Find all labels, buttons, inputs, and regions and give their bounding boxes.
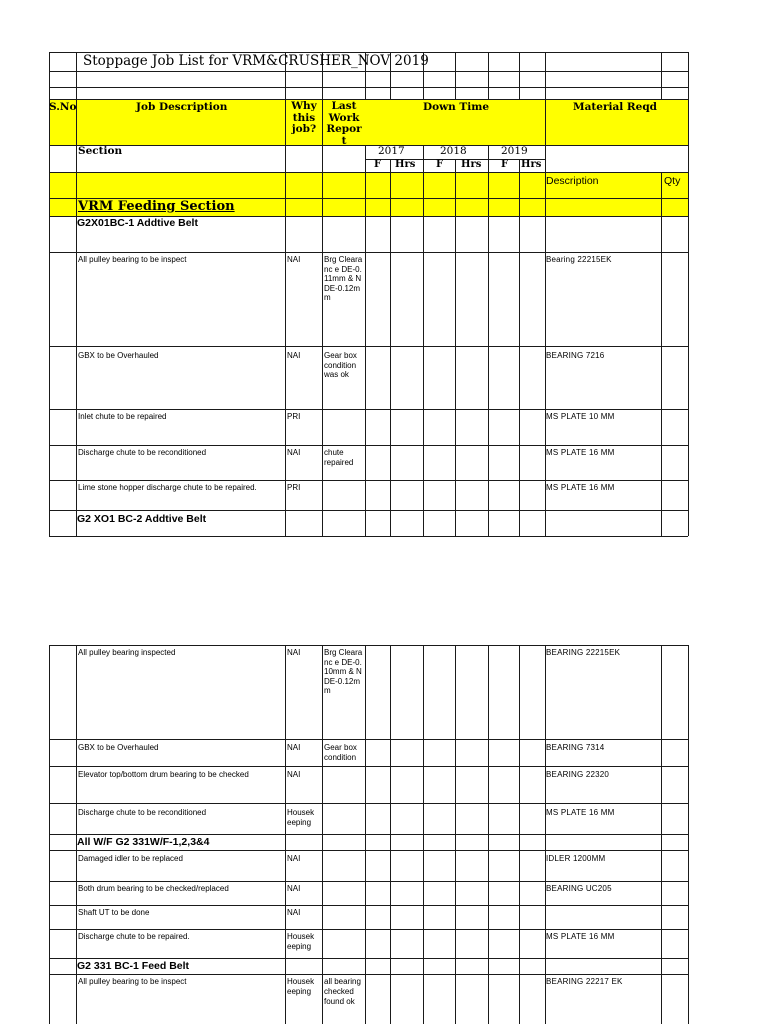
job-description: Elevator top/bottom drum bearing to be checked [78, 770, 249, 779]
header-why-this-job: Why this job? [291, 100, 317, 135]
header-f-2018: F [436, 159, 444, 170]
material-cell: BEARING UC205 [546, 884, 612, 893]
header-hrs-2017: Hrs [395, 159, 416, 170]
header-f-2017: F [374, 159, 382, 170]
job-description: Discharge chute to be reconditioned [78, 808, 207, 817]
material-cell: BEARING 22215EK [546, 648, 621, 657]
report-cell: Brg Clearanc e DE-0.10mm & NDE-0.12mm [324, 648, 363, 696]
job-description: Shaft UT to be done [78, 908, 150, 917]
header-hrs-2019: Hrs [521, 159, 542, 170]
job-description: All pulley bearing to be inspect [78, 255, 187, 264]
job-description: All pulley bearing inspected [78, 648, 176, 657]
header-description: Description [546, 175, 599, 187]
header-year-2019: 2019 [501, 145, 528, 157]
material-cell: BEARING 7216 [546, 351, 605, 360]
material-cell: MS PLATE 10 MM [546, 412, 615, 421]
why-cell: NAI [287, 854, 301, 863]
report-cell: Brg Clearanc e DE-0.11mm & NDE-0.12mm [324, 255, 363, 303]
header-job-description: Job Description [136, 101, 228, 113]
why-cell: NAI [287, 351, 301, 360]
report-cell: Gear box condition [324, 743, 357, 762]
job-description: GBX to be Overhauled [78, 351, 159, 360]
job-description: Discharge chute to be repaired. [78, 932, 190, 941]
material-cell: BEARING 22320 [546, 770, 610, 779]
report-cell: all bearing checked found ok [324, 977, 361, 1006]
header-down-time: Down Time [423, 101, 490, 113]
section-title: VRM Feeding Section [78, 199, 235, 214]
header-last-work-report: Last Work Repor t [326, 100, 362, 147]
header-qty: Qty [664, 175, 681, 187]
material-cell: IDLER 1200MM [546, 854, 606, 863]
job-description: Both drum bearing to be checked/replaced [78, 884, 229, 893]
job-description: Damaged idler to be replaced [78, 854, 183, 863]
header-material-reqd: Material Reqd [573, 101, 658, 113]
header-f-2019: F [501, 159, 509, 170]
material-cell: MS PLATE 16 MM [546, 483, 615, 492]
job-description: Discharge chute to be reconditioned [78, 448, 207, 457]
why-cell: NAI [287, 743, 301, 752]
why-cell: NAI [287, 648, 301, 657]
material-cell: MS PLATE 16 MM [546, 932, 615, 941]
header-year-2018: 2018 [440, 145, 467, 157]
job-description: All pulley bearing to be inspect [78, 977, 187, 986]
material-cell: Bearing 22215EK [546, 255, 612, 264]
why-cell: PRI [287, 483, 301, 492]
subsection-heading: All W/F G2 331W/F-1,2,3&4 [77, 836, 210, 848]
material-cell: MS PLATE 16 MM [546, 448, 615, 457]
why-cell: NAI [287, 448, 301, 457]
why-cell: NAI [287, 770, 301, 779]
sheet-title: Stoppage Job List for VRM&CRUSHER_NOV 2019 [83, 53, 429, 69]
why-cell: Housek eeping [287, 977, 315, 996]
material-cell: MS PLATE 16 MM [546, 808, 615, 817]
subsection-heading: G2X01BC-1 Addtive Belt [77, 217, 198, 229]
header-year-2017: 2017 [378, 145, 405, 157]
material-cell: BEARING 7314 [546, 743, 605, 752]
header-section: Section [78, 145, 123, 157]
why-cell: PRI [287, 412, 301, 421]
subsection-heading: G2 XO1 BC-2 Addtive Belt [77, 513, 207, 525]
why-cell: NAI [287, 884, 301, 893]
subsection-heading: G2 331 BC-1 Feed Belt [77, 960, 190, 972]
job-description: Lime stone hopper discharge chute to be repaired. [78, 483, 257, 492]
report-cell: chute repaired [324, 448, 354, 467]
report-cell: Gear box condition was ok [324, 351, 357, 380]
material-cell: BEARING 22217 EK [546, 977, 623, 986]
job-description: GBX to be Overhauled [78, 743, 159, 752]
why-cell: Housek eeping [287, 932, 315, 951]
why-cell: NAI [287, 255, 301, 264]
job-description: Inlet chute to be repaired [78, 412, 167, 421]
header-sno: S.No [49, 101, 77, 113]
header-hrs-2018: Hrs [461, 159, 482, 170]
why-cell: NAI [287, 908, 301, 917]
why-cell: Housek eeping [287, 808, 315, 827]
